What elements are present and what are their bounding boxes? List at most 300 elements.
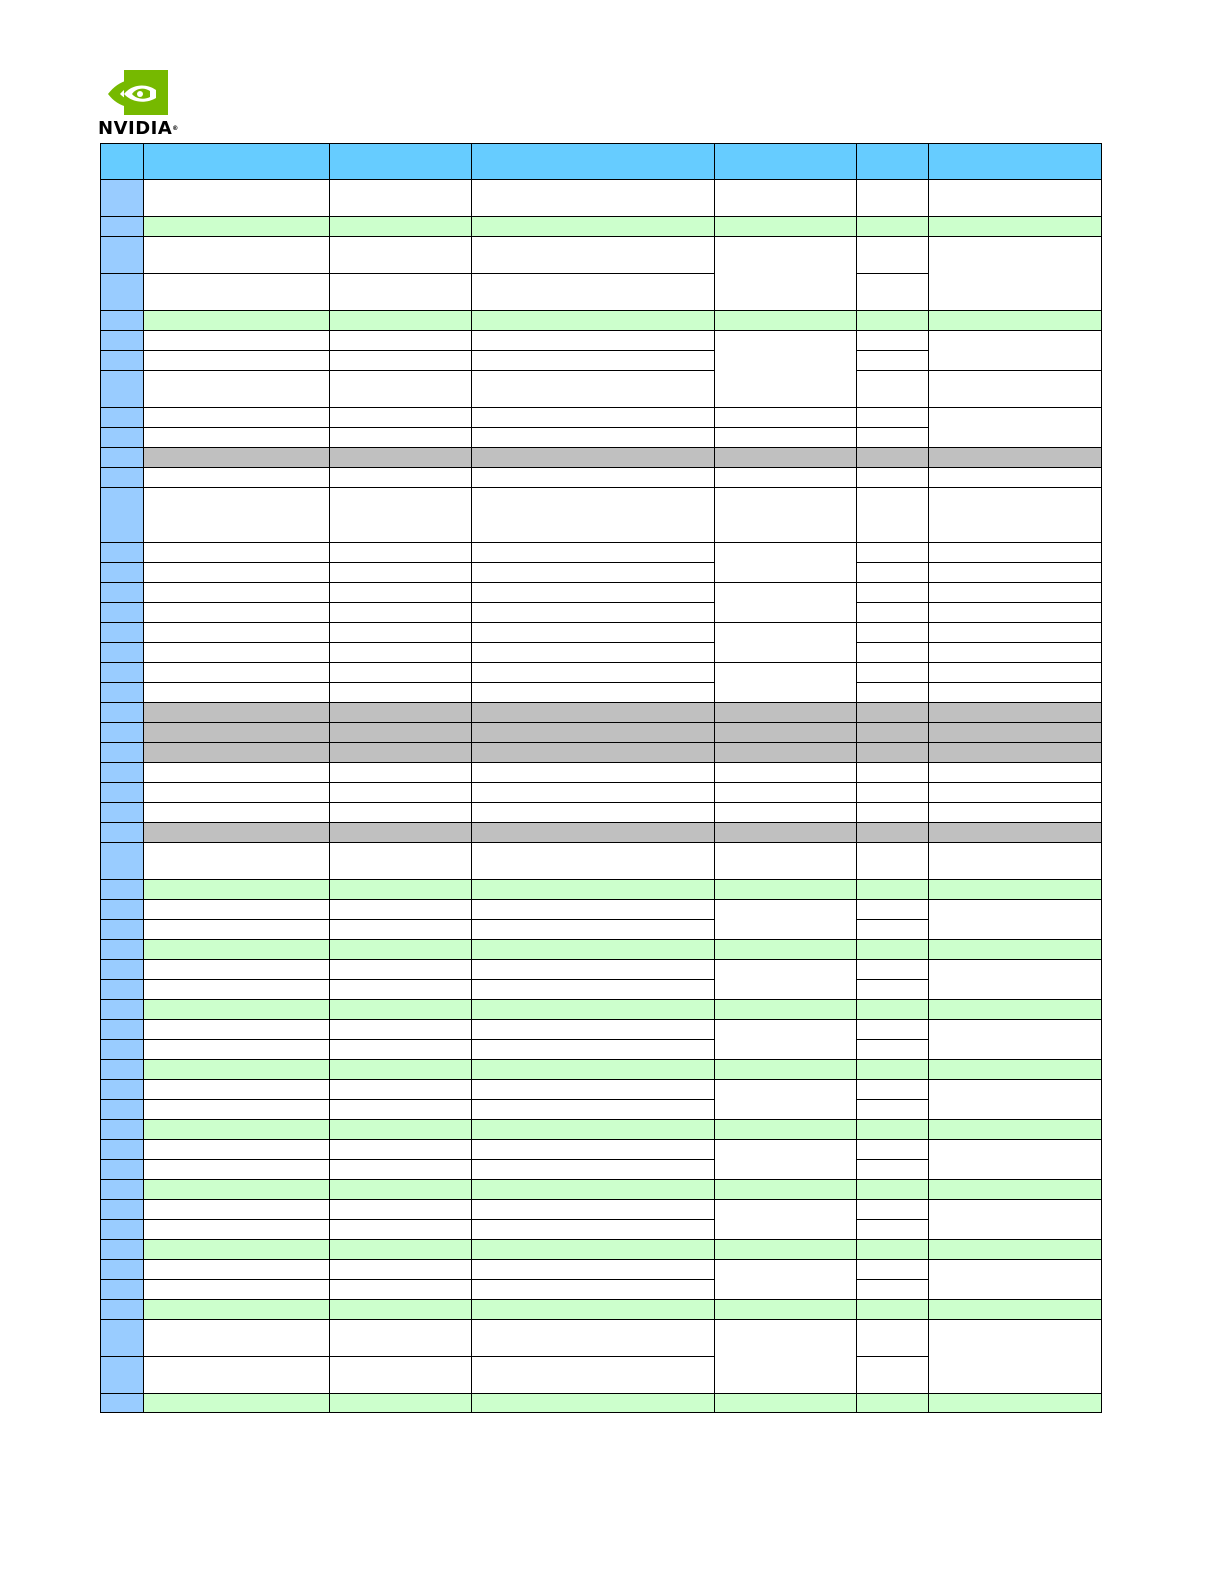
table-cell — [857, 371, 929, 408]
row-index-cell — [101, 1180, 144, 1200]
table-cell — [472, 371, 715, 408]
table-cell — [929, 880, 1102, 900]
table-cell — [144, 880, 330, 900]
row-index-cell — [101, 1200, 144, 1220]
table-cell — [715, 543, 857, 583]
table-cell — [715, 823, 857, 843]
table-cell — [144, 643, 330, 663]
table-cell — [929, 960, 1102, 1000]
row-index-cell — [101, 180, 144, 217]
table-cell — [144, 900, 330, 920]
table-row — [101, 843, 1102, 880]
table-row — [101, 823, 1102, 843]
table-cell — [715, 180, 857, 217]
table-cell — [929, 1200, 1102, 1240]
table-cell — [330, 783, 472, 803]
table-cell — [144, 1160, 330, 1180]
table-cell — [472, 468, 715, 488]
table-cell — [330, 274, 472, 311]
table-row — [101, 1300, 1102, 1320]
table-row — [101, 543, 1102, 563]
row-index-cell — [101, 1160, 144, 1180]
table-cell — [144, 1280, 330, 1300]
table-cell — [857, 663, 929, 683]
table-cell — [715, 1120, 857, 1140]
table-row — [101, 1394, 1102, 1413]
table-cell — [472, 331, 715, 351]
table-cell — [715, 960, 857, 1000]
table-cell — [857, 1140, 929, 1160]
table-row — [101, 743, 1102, 763]
table-cell — [144, 1240, 330, 1260]
table-cell — [144, 563, 330, 583]
header-cell — [857, 144, 929, 180]
table-cell — [857, 783, 929, 803]
table-cell — [330, 311, 472, 331]
table-cell — [144, 1140, 330, 1160]
table-cell — [144, 683, 330, 703]
header-cell — [715, 144, 857, 180]
table-cell — [144, 1000, 330, 1020]
table-row — [101, 563, 1102, 583]
table-cell — [715, 763, 857, 783]
table-cell — [330, 623, 472, 643]
table-cell — [330, 960, 472, 980]
table-cell — [929, 1320, 1102, 1394]
table-cell — [929, 683, 1102, 703]
table-cell — [144, 408, 330, 428]
table-cell — [472, 1200, 715, 1220]
table-cell — [330, 843, 472, 880]
table-cell — [929, 1140, 1102, 1180]
table-cell — [472, 920, 715, 940]
table-cell — [472, 311, 715, 331]
table-cell — [144, 1260, 330, 1280]
table-row — [101, 583, 1102, 603]
row-index-cell — [101, 408, 144, 428]
table-cell — [929, 311, 1102, 331]
table-row — [101, 468, 1102, 488]
table-cell — [715, 237, 857, 311]
table-cell — [857, 237, 929, 274]
table-cell — [472, 1394, 715, 1413]
row-index-cell — [101, 563, 144, 583]
table-cell — [715, 1020, 857, 1060]
row-index-cell — [101, 217, 144, 237]
table-cell — [929, 643, 1102, 663]
table-row — [101, 763, 1102, 783]
table-cell — [857, 448, 929, 468]
table-cell — [472, 1180, 715, 1200]
table-cell — [715, 583, 857, 623]
row-index-cell — [101, 543, 144, 563]
table-cell — [472, 703, 715, 723]
table-cell — [929, 448, 1102, 468]
table-cell — [144, 543, 330, 563]
table-cell — [330, 428, 472, 448]
table-cell — [929, 940, 1102, 960]
table-row — [101, 703, 1102, 723]
table-cell — [330, 1000, 472, 1020]
table-cell — [472, 274, 715, 311]
table-row — [101, 880, 1102, 900]
row-index-cell — [101, 448, 144, 468]
table-cell — [472, 603, 715, 623]
table-cell — [857, 960, 929, 980]
row-index-cell — [101, 1300, 144, 1320]
table-cell — [929, 583, 1102, 603]
table-cell — [857, 1020, 929, 1040]
table-cell — [472, 763, 715, 783]
table-cell — [929, 703, 1102, 723]
table-cell — [472, 880, 715, 900]
table-cell — [857, 1220, 929, 1240]
table-cell — [857, 1100, 929, 1120]
row-index-cell — [101, 743, 144, 763]
table-cell — [472, 488, 715, 543]
table-cell — [857, 743, 929, 763]
table-cell — [715, 900, 857, 940]
row-index-cell — [101, 1140, 144, 1160]
table-cell — [857, 723, 929, 743]
table-cell — [330, 408, 472, 428]
table-cell — [330, 331, 472, 351]
row-index-cell — [101, 900, 144, 920]
table-row — [101, 900, 1102, 920]
table-row — [101, 1180, 1102, 1200]
table-cell — [330, 1060, 472, 1080]
table-cell — [715, 1180, 857, 1200]
table-cell — [472, 448, 715, 468]
table-cell — [715, 880, 857, 900]
row-index-cell — [101, 1120, 144, 1140]
table-cell — [929, 603, 1102, 623]
table-cell — [330, 683, 472, 703]
table-cell — [715, 428, 857, 448]
table-cell — [330, 180, 472, 217]
table-cell — [472, 543, 715, 563]
table-cell — [929, 563, 1102, 583]
table-cell — [330, 351, 472, 371]
table-cell — [857, 940, 929, 960]
table-cell — [929, 743, 1102, 763]
table-cell — [857, 468, 929, 488]
table-cell — [715, 1260, 857, 1300]
table-cell — [144, 703, 330, 723]
row-index-cell — [101, 274, 144, 311]
row-index-cell — [101, 468, 144, 488]
table-cell — [144, 1040, 330, 1060]
table-cell — [330, 237, 472, 274]
table-cell — [929, 900, 1102, 940]
table-cell — [857, 583, 929, 603]
table-cell — [929, 1120, 1102, 1140]
table-cell — [715, 843, 857, 880]
table-cell — [472, 1220, 715, 1240]
table-cell — [472, 940, 715, 960]
table-cell — [144, 1060, 330, 1080]
table-cell — [472, 351, 715, 371]
table-cell — [857, 623, 929, 643]
table-row — [101, 1080, 1102, 1100]
table-cell — [144, 623, 330, 643]
table-cell — [330, 940, 472, 960]
table-cell — [929, 1260, 1102, 1300]
row-index-cell — [101, 1220, 144, 1240]
row-index-cell — [101, 1320, 144, 1357]
row-index-cell — [101, 311, 144, 331]
table-cell — [472, 563, 715, 583]
table-cell — [472, 980, 715, 1000]
table-cell — [857, 1394, 929, 1413]
table-cell — [472, 1240, 715, 1260]
row-index-cell — [101, 603, 144, 623]
table-cell — [472, 1080, 715, 1100]
table-cell — [144, 180, 330, 217]
row-index-cell — [101, 1080, 144, 1100]
table-cell — [144, 1394, 330, 1413]
table-row — [101, 663, 1102, 683]
table-cell — [472, 960, 715, 980]
table-cell — [929, 1060, 1102, 1080]
table-cell — [857, 1260, 929, 1280]
table-cell — [330, 1240, 472, 1260]
table-cell — [929, 763, 1102, 783]
table-row — [101, 1120, 1102, 1140]
table-cell — [857, 563, 929, 583]
table-row — [101, 311, 1102, 331]
row-index-cell — [101, 683, 144, 703]
table-cell — [472, 1300, 715, 1320]
table-cell — [929, 623, 1102, 643]
table-cell — [472, 900, 715, 920]
table-cell — [330, 920, 472, 940]
table-cell — [144, 1180, 330, 1200]
table-cell — [472, 663, 715, 683]
table-row — [101, 1140, 1102, 1160]
table-cell — [144, 1357, 330, 1394]
table-cell — [857, 311, 929, 331]
table-cell — [144, 311, 330, 331]
row-index-cell — [101, 980, 144, 1000]
table-cell — [144, 763, 330, 783]
table-cell — [715, 1000, 857, 1020]
row-index-cell — [101, 371, 144, 408]
table-cell — [929, 468, 1102, 488]
table-cell — [330, 803, 472, 823]
header-cell — [330, 144, 472, 180]
table-cell — [929, 371, 1102, 408]
nvidia-wordmark: NVIDIA® — [98, 118, 179, 139]
table-cell — [330, 1120, 472, 1140]
table-cell — [144, 428, 330, 448]
table-cell — [857, 1120, 929, 1140]
table-cell — [857, 488, 929, 543]
row-index-cell — [101, 663, 144, 683]
table-cell — [330, 1100, 472, 1120]
pin-table — [100, 143, 1102, 1413]
table-row — [101, 803, 1102, 823]
table-cell — [144, 371, 330, 408]
table-cell — [330, 1280, 472, 1300]
table-cell — [715, 1140, 857, 1180]
table-cell — [715, 1300, 857, 1320]
table-cell — [715, 331, 857, 408]
table-cell — [330, 488, 472, 543]
table-cell — [472, 180, 715, 217]
table-cell — [144, 980, 330, 1000]
row-index-cell — [101, 1100, 144, 1120]
row-index-cell — [101, 1260, 144, 1280]
row-index-cell — [101, 960, 144, 980]
table-cell — [857, 1040, 929, 1060]
row-index-cell — [101, 880, 144, 900]
table-cell — [857, 331, 929, 351]
table-row — [101, 1060, 1102, 1080]
table-cell — [857, 543, 929, 563]
table-cell — [929, 1394, 1102, 1413]
row-index-cell — [101, 920, 144, 940]
header-cell — [472, 144, 715, 180]
row-index-cell — [101, 723, 144, 743]
row-index-cell — [101, 643, 144, 663]
table-cell — [857, 1320, 929, 1357]
table-row — [101, 683, 1102, 703]
table-cell — [330, 217, 472, 237]
table-cell — [330, 1160, 472, 1180]
table-cell — [144, 940, 330, 960]
table-cell — [715, 488, 857, 543]
table-cell — [144, 217, 330, 237]
table-cell — [472, 1120, 715, 1140]
table-cell — [472, 1160, 715, 1180]
table-cell — [715, 468, 857, 488]
table-cell — [715, 783, 857, 803]
table-cell — [857, 980, 929, 1000]
table-cell — [472, 1357, 715, 1394]
table-cell — [472, 237, 715, 274]
table-row — [101, 783, 1102, 803]
table-cell — [330, 543, 472, 563]
table-cell — [144, 723, 330, 743]
table-cell — [144, 803, 330, 823]
table-cell — [144, 274, 330, 311]
table-row — [101, 1260, 1102, 1280]
table-row — [101, 217, 1102, 237]
table-row — [101, 1240, 1102, 1260]
table-cell — [330, 823, 472, 843]
table-cell — [929, 217, 1102, 237]
row-index-cell — [101, 1000, 144, 1020]
table-cell — [144, 488, 330, 543]
table-cell — [472, 1280, 715, 1300]
table-cell — [857, 351, 929, 371]
table-cell — [929, 823, 1102, 843]
table-cell — [330, 1080, 472, 1100]
table-cell — [330, 1040, 472, 1060]
table-cell — [144, 823, 330, 843]
table-cell — [330, 1020, 472, 1040]
table-cell — [857, 1300, 929, 1320]
row-index-cell — [101, 1280, 144, 1300]
table-cell — [857, 763, 929, 783]
table-cell — [330, 1320, 472, 1357]
table-cell — [857, 180, 929, 217]
table-cell — [929, 1080, 1102, 1120]
table-cell — [929, 1020, 1102, 1060]
row-index-cell — [101, 803, 144, 823]
header-cell — [144, 144, 330, 180]
table-cell — [857, 703, 929, 723]
table-cell — [472, 823, 715, 843]
table-cell — [144, 448, 330, 468]
table-cell — [929, 1000, 1102, 1020]
row-index-cell — [101, 843, 144, 880]
table-cell — [144, 1020, 330, 1040]
table-cell — [472, 1020, 715, 1040]
table-cell — [330, 1180, 472, 1200]
logo-text: NVIDIA — [98, 118, 173, 139]
row-index-cell — [101, 1240, 144, 1260]
row-index-cell — [101, 1394, 144, 1413]
table-cell — [330, 1357, 472, 1394]
table-cell — [472, 623, 715, 643]
table-cell — [144, 583, 330, 603]
table-cell — [715, 1394, 857, 1413]
nvidia-eye-icon — [106, 70, 168, 115]
table-cell — [144, 663, 330, 683]
table-row — [101, 180, 1102, 217]
table-cell — [472, 428, 715, 448]
header-cell — [101, 144, 144, 180]
table-cell — [715, 663, 857, 703]
row-index-cell — [101, 940, 144, 960]
table-cell — [472, 1260, 715, 1280]
table-cell — [144, 603, 330, 623]
row-index-cell — [101, 488, 144, 543]
table-row — [101, 940, 1102, 960]
table-cell — [857, 823, 929, 843]
table-cell — [330, 1200, 472, 1220]
table-cell — [330, 1394, 472, 1413]
table-cell — [330, 763, 472, 783]
table-cell — [330, 1140, 472, 1160]
table-row — [101, 960, 1102, 980]
table-cell — [929, 843, 1102, 880]
row-index-cell — [101, 763, 144, 783]
table-row — [101, 448, 1102, 468]
table-cell — [144, 843, 330, 880]
table-cell — [715, 408, 857, 428]
table-cell — [857, 408, 929, 428]
table-cell — [929, 543, 1102, 563]
table-cell — [857, 683, 929, 703]
table-cell — [472, 643, 715, 663]
table-cell — [472, 408, 715, 428]
table-cell — [330, 371, 472, 408]
table-cell — [857, 274, 929, 311]
table-cell — [929, 237, 1102, 311]
table-cell — [330, 1300, 472, 1320]
row-index-cell — [101, 1020, 144, 1040]
table-row — [101, 1320, 1102, 1357]
table-cell — [929, 331, 1102, 371]
table-cell — [144, 783, 330, 803]
table-cell — [330, 1260, 472, 1280]
table-cell — [857, 1280, 929, 1300]
table-cell — [144, 1320, 330, 1357]
table-cell — [472, 1060, 715, 1080]
